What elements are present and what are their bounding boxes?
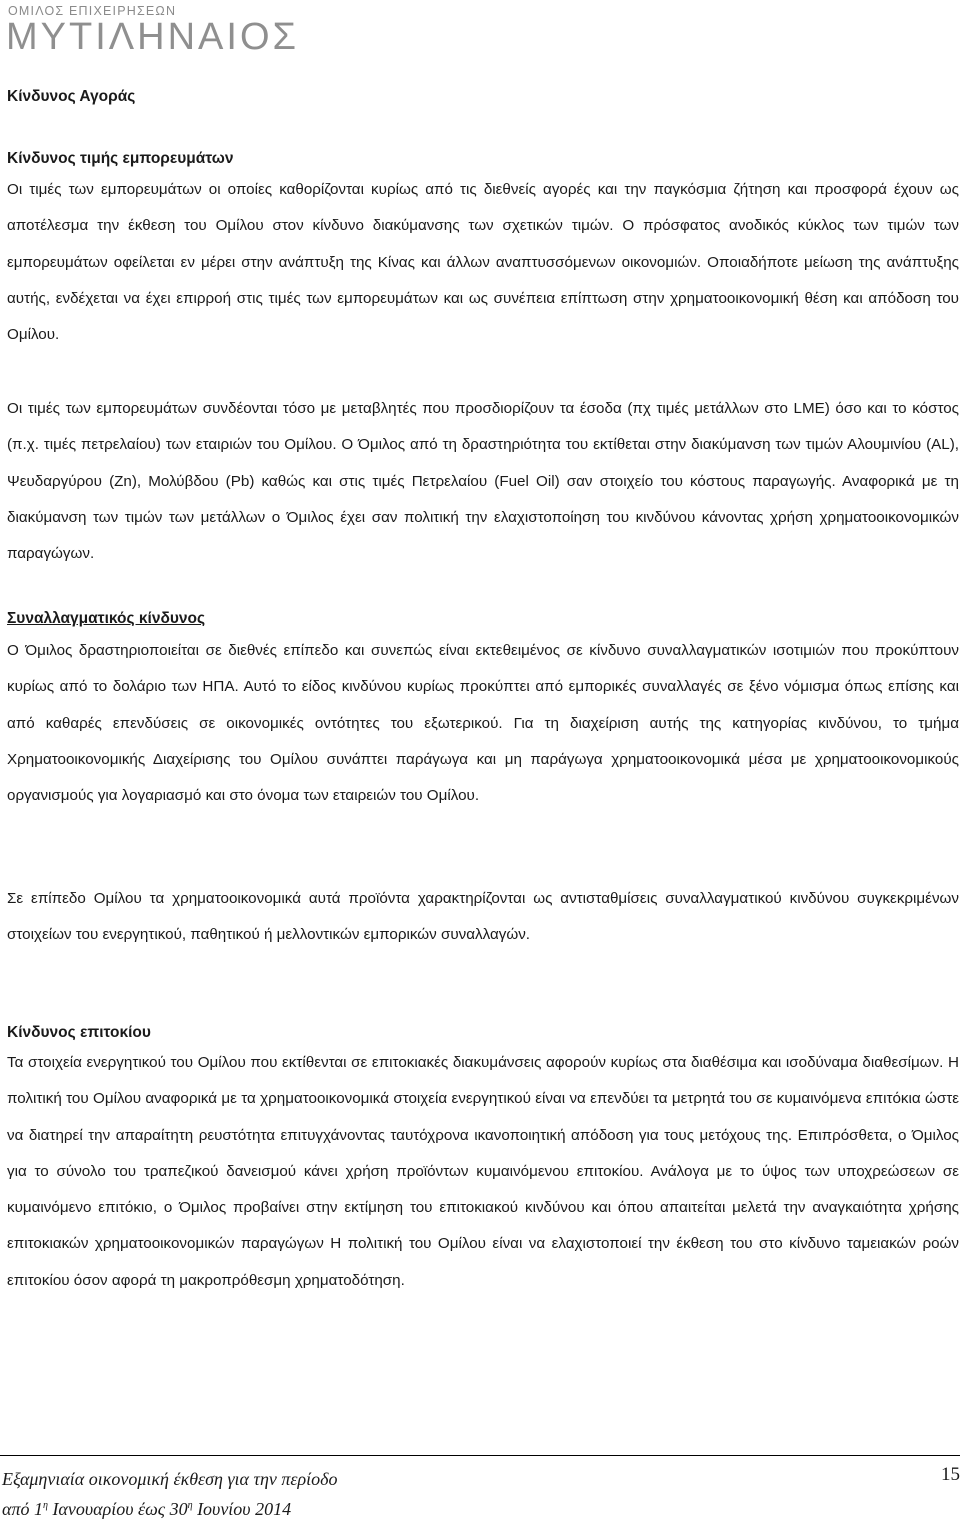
market-risk-heading: Κίνδυνος Αγοράς bbox=[7, 88, 136, 105]
footer-line-2-sup-2: η bbox=[187, 1500, 193, 1511]
fx-risk-heading: Συναλλαγματικός κίνδυνος bbox=[7, 610, 206, 627]
commodity-paragraph-1 bbox=[7, 172, 959, 353]
logo-subtitle: ΟΜΙΛΟΣ ΕΠΙΧΕΙΡΗΣΕΩΝ bbox=[8, 4, 177, 18]
page-number: 15 bbox=[941, 1464, 960, 1485]
footer-line-2-sup-1: η bbox=[42, 1500, 48, 1511]
fx-paragraph-2 bbox=[7, 881, 959, 954]
footer-line-1: Εξαμηνιαία οικονομική έκθεση για την περίοδο bbox=[2, 1469, 338, 1489]
fx-paragraph-1-text: Ο Όμιλος δραστηριοποιείται σε διεθνές επίπεδο και συνεπώς είναι εκτεθειμένος σε κίνδυνο συναλλαγματικών ισοτιμιών που προκύπτουν κυρίως από το δολάριο των ΗΠΑ. Αυτό το είδος κινδύνου κυρίως προκύπτει από εμπορικές συναλλαγές σε ξένο νόμισμα όπως επίσης και από καθαρές επενδύσεις σε οικονομικές οντότητες του εξωτερικού. Για τη διαχείριση αυτής της κατηγορίας κινδύνου, το τμήμα Χρηματοοικονομικής Διαχείρισης του Ομίλου συνάπτει παράγωγα και μη παράγωγα χρηματοοικονομικά μέσα με χρηματοοικονομικούς οργανισμούς για λογαριασμό και στο όνομα των εταιρειών του Ομίλου. bbox=[7, 642, 959, 805]
interest-paragraph-1 bbox=[7, 1045, 959, 1299]
commodity-paragraph-1-text: Οι τιμές των εμπορευμάτων οι οποίες καθορίζονται κυρίως από τις διεθνείς αγορές και την παγκόσμια ζήτηση και προσφορά έχουν ως αποτέλεσμα την έκθεση του Ομίλου στον κίνδυνο διακύμανσης των σχετικών τιμών. Ο πρόσφατος ανοδικός κύκλος των τιμών των εμπορευμάτων οφείλεται εν μέρει στην ανάπτυξη της Κίνας και άλλων αναπτυσσόμενων οικονομιών. Οποιαδήποτε μείωση της ανάπτυξης αυτής, ενδέχεται να έχει επιρροή στις τιμές των εμπορευμάτων και ως συνέπεια επίπτωση στην χρηματοοικονομική θέση και απόδοση του Ομίλου. bbox=[7, 181, 959, 344]
commodity-risk-heading: Κίνδυνος τιμής εμπορευμάτων bbox=[7, 150, 234, 167]
footer-line-2-a: από 1 bbox=[2, 1499, 43, 1519]
commodity-paragraph-2 bbox=[7, 391, 959, 572]
footer-line-2 bbox=[2, 1494, 960, 1524]
footer-line-2-c: Ιουνίου 2014 bbox=[192, 1499, 292, 1519]
fx-paragraph-2-text: Σε επίπεδο Ομίλου τα χρηματοοικονομικά αυτά προϊόντα χαρακτηρίζονται ως αντισταθμίσεις συναλλαγματικού κινδύνου συγκεκριμένων στοιχείων του ενεργητικού, παθητικού ή μελλοντικών εμπορικών συναλλαγών. bbox=[7, 890, 959, 944]
interest-risk-heading: Κίνδυνος επιτοκίου bbox=[7, 1024, 151, 1041]
footer-caption bbox=[2, 1464, 960, 1524]
footer-divider bbox=[0, 1455, 960, 1456]
interest-paragraph-1-text: Τα στοιχεία ενεργητικού του Ομίλου που εκτίθενται σε επιτοκιακές διακυμάνσεις αφορούν κυρίως στα διαθέσιμα και ισοδύναμα διαθεσίμων. Η πολιτική του Ομίλου αναφορικά με τα χρηματοοικονομικά στοιχεία ενεργητικού είναι να επενδύει τα μετρητά του σε κυμαινόμενα επιτόκια ώστε να διατηρεί την απαραίτητη ρευστότητα επιτυγχάνοντας ταυτόχρονα ικανοποιητική απόδοση για τους μετόχους της. Επιπρόσθετα, ο Όμιλος για το σύνολο του τραπεζικού δανεισμού κάνει χρήση προϊόντων κυμαινόμενου επιτοκίου. Ανάλογα με το ύψος των υποχρεώσεων σε κυμαινόμενο επιτόκιο, ο Όμιλος προβαίνει στην εκτίμηση του επιτοκιακού κινδύνου και όπου απαιτείται μελετά την αναγκαιότητα χρήσης επιτοκιακών χρηματοοικονομικών παραγώγων Η πολιτική του Ομίλου είναι να ελαχιστοποιεί την έκθεση του στο κίνδυνο ταμειακών ροών επιτοκίου όσον αφορά τη μακροπρόθεσμη χρηματοδότηση. bbox=[7, 1054, 959, 1289]
commodity-paragraph-2-text: Οι τιμές των εμπορευμάτων συνδέονται τόσο με μεταβλητές που προσδιορίζουν τα έσοδα (πχ τιμές μετάλλων στο LME) όσο και το κόστος (π.χ. τιμές πετρελαίου) των εταιριών του Ομίλου. Ο Όμιλος από τη δραστηριότητα του εκτίθεται στην διακύμανση των τιμών Αλουμινίου (AL), Ψευδαργύρου (Zn), Μολύβδου (Pb) καθώς και στις τιμές Πετρελαίου (Fuel Oil) σαν στοιχείο του κόστους παραγωγής. Αναφορικά με τη διακύμανση των τιμών των μετάλλων ο Όμιλος έχει σαν πολιτική την ελαχιστοποίηση του κινδύνου κάνοντας χρήση χρηματοοικονομικών παραγώγων. bbox=[7, 400, 959, 563]
fx-paragraph-1 bbox=[7, 633, 959, 814]
logo-title: ΜΥΤΙΛΗΝΑΙΟΣ bbox=[6, 16, 299, 58]
company-logo bbox=[6, 4, 306, 62]
footer-line-2-b: Ιανουαρίου έως 30 bbox=[47, 1499, 188, 1519]
